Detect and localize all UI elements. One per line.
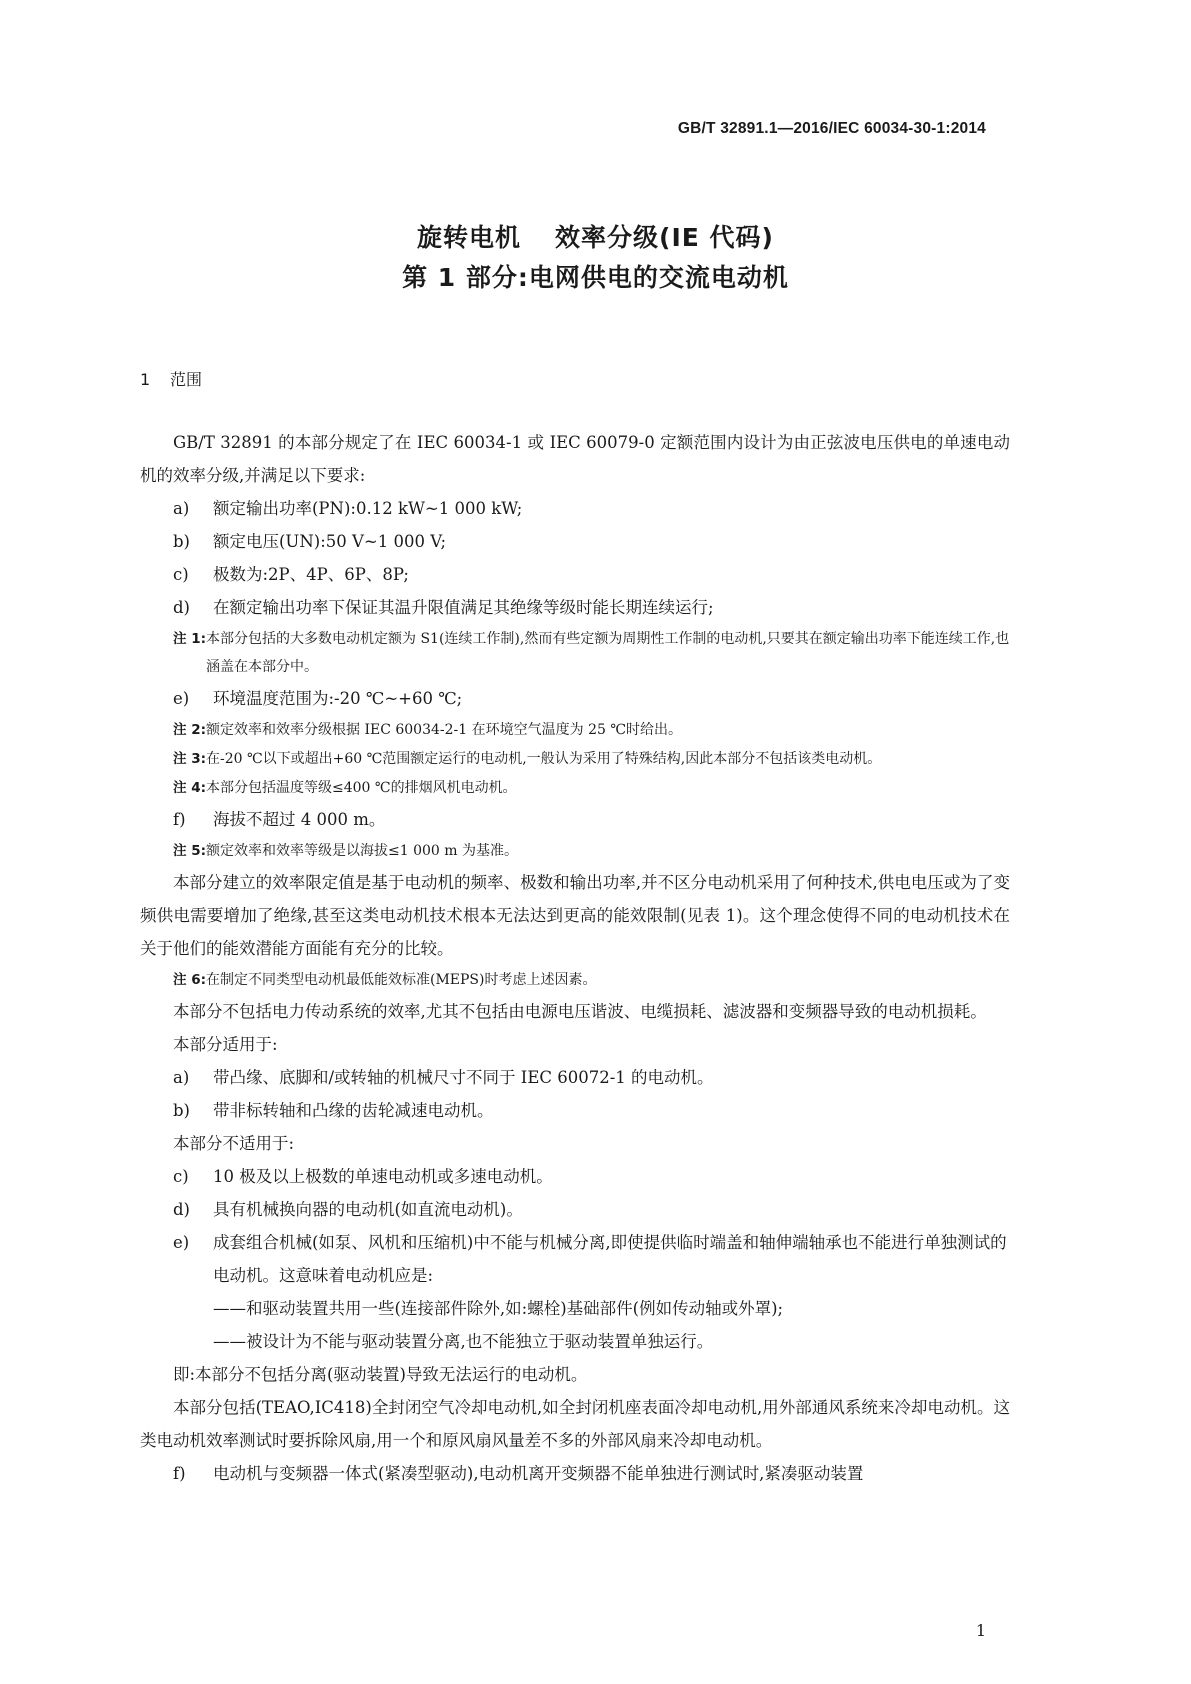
item-label: e) — [173, 1233, 190, 1252]
dash-item: ——和驱动装置共用一些(连接部件除外,如:螺栓)基础部件(例如传动轴或外罩); — [213, 1299, 784, 1318]
list-item — [140, 1061, 1010, 1094]
note — [140, 774, 1010, 802]
note-label: 注 3: — [173, 751, 206, 767]
item-text: 在额定输出功率下保证其温升限值满足其绝缘等级时能长期连续运行; — [213, 598, 714, 617]
note — [140, 745, 1010, 773]
item-text: 额定电压(UN):50 V~1 000 V; — [213, 532, 447, 551]
item-label: d) — [173, 598, 190, 617]
list-item — [140, 558, 1010, 591]
item-text: 海拔不超过 4 000 m。 — [213, 810, 386, 829]
note-label: 注 1: — [173, 631, 206, 647]
note-text: 在制定不同类型电动机最低能效标准(MEPS)时考虑上述因素。 — [206, 972, 597, 988]
item-label: a) — [173, 499, 190, 518]
not-applicable-heading: 本部分不适用于: — [173, 1134, 295, 1153]
section-heading — [140, 367, 202, 390]
list-item — [140, 1193, 1010, 1226]
item-label: e) — [173, 689, 190, 708]
document-title — [0, 218, 1191, 298]
item-label: f) — [173, 810, 186, 829]
list-item — [140, 525, 1010, 558]
standard-id: GB/T 32891.1—2016/IEC 60034-30-1:2014 — [677, 120, 986, 137]
item-label: c) — [173, 565, 189, 584]
applicable-heading: 本部分适用于: — [173, 1035, 278, 1054]
title-line-1b: 效率分级(IE 代码) — [555, 223, 774, 252]
intro-paragraph: GB/T 32891 的本部分规定了在 IEC 60034-1 或 IEC 60079-0 定额范围内设计为由正弦波电压供电的单速电动机的效率分级,并满足以下要求: — [140, 433, 1010, 485]
note — [140, 966, 1010, 994]
note-label: 注 4: — [173, 780, 206, 796]
page-number: 1 — [975, 1621, 986, 1640]
title-line-1a: 旋转电机 — [417, 223, 522, 252]
section-title: 范围 — [170, 370, 203, 389]
list-item — [140, 492, 1010, 525]
item-label: d) — [173, 1200, 190, 1219]
list-item — [140, 1226, 1010, 1292]
item-label: b) — [173, 532, 190, 551]
item-text: 极数为:2P、4P、6P、8P; — [213, 565, 409, 584]
note-text: 在-20 ℃以下或超出+60 ℃范围额定运行的电动机,一般认为采用了特殊结构,因此本部分不包括该类电动机。 — [206, 751, 882, 767]
note — [140, 837, 1010, 865]
item-label: f) — [173, 1464, 186, 1483]
note-label: 注 6: — [173, 972, 206, 988]
list-item — [140, 591, 1010, 624]
list-item — [140, 1094, 1010, 1127]
section-number: 1 — [140, 370, 151, 389]
item-text: 环境温度范围为:-20 ℃~+60 ℃; — [213, 689, 463, 708]
item-label: b) — [173, 1101, 190, 1120]
item-text: 带非标转轴和凸缘的齿轮减速电动机。 — [213, 1101, 494, 1120]
list-item — [140, 1457, 1010, 1490]
item-text: 额定输出功率(PN):0.12 kW~1 000 kW; — [213, 499, 523, 518]
note — [140, 625, 1010, 681]
note-text: 额定效率和效率分级根据 IEC 60034-2-1 在环境空气温度为 25 ℃时给出。 — [206, 722, 682, 738]
dash-item: ——被设计为不能与驱动装置分离,也不能独立于驱动装置单独运行。 — [213, 1332, 714, 1351]
note-text: 本部分包括温度等级≤400 ℃的排烟风机电动机。 — [206, 780, 517, 796]
title-line-1 — [0, 218, 1191, 258]
note-text: 额定效率和效率等级是以海拔≤1 000 m 为基准。 — [206, 843, 518, 859]
efficiency-paragraph: 本部分建立的效率限定值是基于电动机的频率、极数和输出功率,并不区分电动机采用了何种技术,供电电压或为了变频供电需要增加了绝缘,甚至这类电动机技术根本无法达到更高的能效限制(见表 1)。这个理念使得不同的电动机技术在关于他们的能效潜能方面能有充分的比较。 — [140, 873, 1010, 958]
teao-paragraph: 本部分包括(TEAO,IC418)全封闭空气冷却电动机,如全封闭机座表面冷却电动机,用外部通风系统来冷却电动机。这类电动机效率测试时要拆除风扇,用一个和原风扇风量差不多的外部风扇来冷却电动机。 — [140, 1398, 1010, 1450]
item-text: 电动机与变频器一体式(紧凑型驱动),电动机离开变频器不能单独进行测试时,紧凑驱动装置 — [213, 1464, 864, 1483]
list-item — [140, 803, 1010, 836]
item-text: 具有机械换向器的电动机(如直流电动机)。 — [213, 1200, 523, 1219]
item-text: 带凸缘、底脚和/或转轴的机械尺寸不同于 IEC 60072-1 的电动机。 — [213, 1068, 714, 1087]
list-item — [140, 682, 1010, 715]
note-text: 本部分包括的大多数电动机定额为 S1(连续工作制),然而有些定额为周期性工作制的电动机,只要其在额定输出功率下能连续工作,也涵盖在本部分中。 — [206, 631, 1010, 675]
body-content — [140, 426, 1010, 1490]
item-text: 成套组合机械(如泵、风机和压缩机)中不能与机械分离,即使提供临时端盖和轴伸端轴承也不能进行单独测试的电动机。这意味着电动机应是: — [213, 1233, 1007, 1285]
list-item — [140, 1160, 1010, 1193]
note-label: 注 5: — [173, 843, 206, 859]
item-label: c) — [173, 1167, 189, 1186]
note-label: 注 2: — [173, 722, 206, 738]
title-line-2: 第 1 部分:电网供电的交流电动机 — [402, 263, 789, 292]
conclusion-paragraph: 即:本部分不包括分离(驱动装置)导致无法运行的电动机。 — [173, 1365, 588, 1384]
exclusion-paragraph: 本部分不包括电力传动系统的效率,尤其不包括由电源电压谐波、电缆损耗、滤波器和变频器导致的电动机损耗。 — [173, 1002, 987, 1021]
item-text: 10 极及以上极数的单速电动机或多速电动机。 — [213, 1167, 553, 1186]
item-label: a) — [173, 1068, 190, 1087]
note — [140, 716, 1010, 744]
